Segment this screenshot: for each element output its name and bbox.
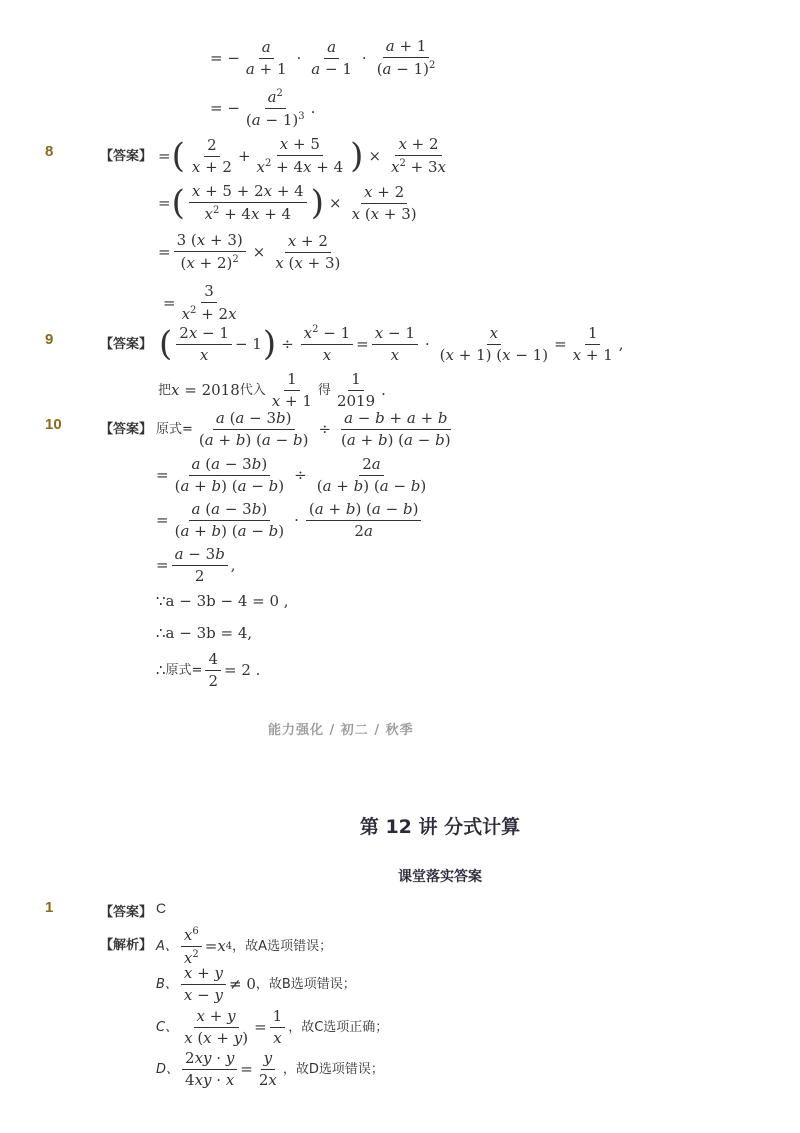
p8-line4: = $\frac{3}{x^2 + 2x}$ xyxy=(163,282,237,324)
substitute-prefix: 把 xyxy=(158,383,172,399)
therefore-symbol: ∴ xyxy=(156,661,166,680)
p10-line1: 原式= $\frac{a (a - 3b)}{(a + b) (a - b)}$ ÷ $\frac{a - b + a + b}{(a + b) (a - b)}$ xyxy=(156,409,451,450)
option-label: D、 xyxy=(156,1062,180,1078)
p9-line2: 把 x = 2018 代入 $\frac{1}{x + 1}$ 得 $\frac{1}{2019}$ . xyxy=(158,370,386,411)
p9-line1: ( $\frac{2x - 1}{x}$ − 1 ) ÷ $\frac{x^2 - 1}{x}$ = $\frac{x - 1}{x}$ · $\frac{x}{(x + 1) (x - 1)}$ = $\frac{1}{x + 1}$ , xyxy=(159,323,624,365)
p10-final-line: ∴ 原式= $\frac{4}{2}$ = 2 . xyxy=(156,650,261,691)
problem-number: 8 xyxy=(45,143,54,160)
yuanshi-label: 原式= xyxy=(156,422,193,438)
analysis-tag: 【解析】 xyxy=(100,938,153,953)
final-label: 原式= xyxy=(165,663,203,679)
option-label: C、 xyxy=(156,1020,179,1036)
problem-number: 9 xyxy=(45,331,54,348)
substitute-mid: 代入 xyxy=(239,383,266,399)
option-b: B、 $\frac{x + y}{x - y}$ ≠ 0 ，故B选项错误； xyxy=(156,964,356,1005)
p8-line3: = $\frac{3 (x + 3)}{(x + 2)^2}$ × $\frac{x + 2}{x (x + 3)}$ xyxy=(158,231,341,273)
page-footer: 能力强化 / 初二 / 秋季 xyxy=(268,723,414,738)
top-equation-line2: = − $\frac{a^2}{(a - 1)^3}$ . xyxy=(210,88,316,130)
p8-line2: = ( $\frac{x + 5 + 2x + 4}{x^2 + 4x + 4}$ ) × $\frac{x + 2}{x (x + 3)}$ xyxy=(158,182,417,224)
because-symbol: ∵ xyxy=(156,592,166,610)
section-subtitle: 课堂落实答案 xyxy=(398,869,482,885)
eq-zero: a − 3b − 4 = 0 , xyxy=(165,592,289,610)
option-d: D、 $\frac{2xy \cdot y}{4xy \cdot x}$ = $\frac{y}{2x}$ ，故D选项错误； xyxy=(156,1049,384,1090)
value-2019: 2019 xyxy=(336,392,376,411)
option-c: C、 $\frac{x + y}{x (x + y)}$ = $\frac{1}{x}$ ，故C选项正确； xyxy=(156,1007,389,1048)
option-note: ，故B选项错误； xyxy=(255,977,356,993)
option-a: A、 $\frac{x^6}{x^2}$ = x 4 ，故A选项错误； xyxy=(156,926,333,968)
final-value: = 2 . xyxy=(224,661,261,680)
therefore-symbol: ∴ xyxy=(156,624,166,642)
option-label: A、 xyxy=(156,939,178,955)
p10-line2: = $\frac{a (a - 3b)}{(a + b) (a - b)}$ ÷ $\frac{2a}{(a + b) (a - b)}$ xyxy=(156,455,427,496)
p10-line3: = $\frac{a (a - 3b)}{(a + b) (a - b)}$ · $\frac{(a + b) (a - b)}{2a}$ xyxy=(156,501,424,541)
p8-line1: = ( $\frac{2}{x + 2}$ + $\frac{x + 5}{x^2 + 4x + 4}$ ) × $\frac{x + 2}{x^2 + 3x}$ xyxy=(158,135,446,177)
answer-tag: 【答案】 xyxy=(100,905,153,920)
option-note: ，故D选项错误； xyxy=(282,1062,384,1078)
option-note: ，故A选项错误； xyxy=(232,939,333,955)
top-equation-line1: = − $\frac{a}{a + 1}$ · $\frac{a}{a - 1}$ · $\frac{a + 1}{(a - 1)^2}$ xyxy=(210,37,436,79)
problem-number: 10 xyxy=(45,416,62,433)
answer-tag: 【答案】 xyxy=(100,149,153,164)
answer-value: C xyxy=(156,900,167,916)
answer-tag: 【答案】 xyxy=(100,337,153,352)
p10-because-line xyxy=(156,594,289,609)
question-number: 1 xyxy=(45,899,54,916)
p10-therefore-line xyxy=(156,626,252,641)
eq-four: a − 3b = 4, xyxy=(165,624,253,642)
section-title: 第 12 讲 分式计算 xyxy=(359,816,521,838)
value-2018: 2018 xyxy=(201,381,240,400)
option-label: B、 xyxy=(156,977,178,993)
answer-tag: 【答案】 xyxy=(100,422,153,437)
substitute-get: 得 xyxy=(317,383,331,399)
option-note: ，故C选项正确； xyxy=(288,1020,389,1036)
p10-line4: = $\frac{a - 3b}{2}$ , xyxy=(156,545,236,586)
